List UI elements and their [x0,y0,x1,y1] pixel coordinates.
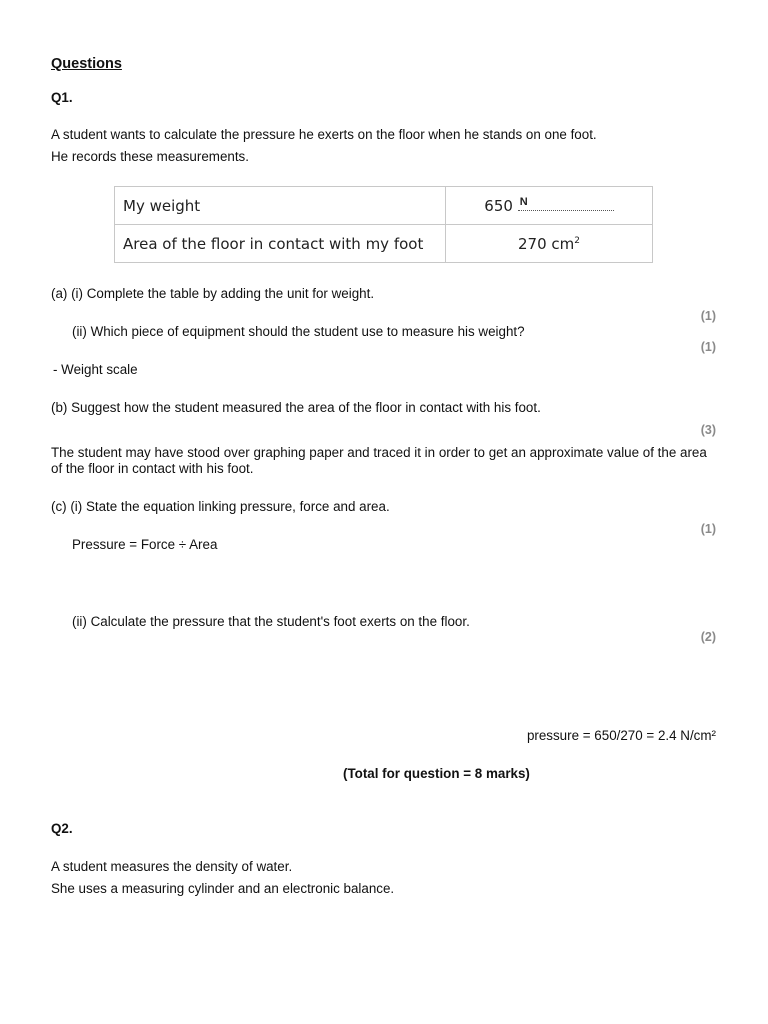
weight-value-cell [446,187,653,225]
weight-unit-answer [518,197,614,215]
question-2-line-1: A student measures the density of water. [51,859,293,874]
part-c-i-marks: (1) [700,522,716,536]
question-1-total: (Total for question = 8 marks) [343,766,530,781]
table-row [115,225,653,263]
part-c-ii-question: (ii) Calculate the pressure that the student's foot exerts on the floor. [72,614,470,629]
area-value: 270 cm [518,234,575,253]
page-heading: Questions [51,56,122,72]
question-2-line-2: She uses a measuring cylinder and an electronic balance. [51,881,395,896]
dotted-answer-line [518,195,614,211]
part-a-ii-question: (ii) Which piece of equipment should the student use to measure his weight? [72,324,525,339]
weight-value: 650 [484,196,513,215]
area-value-cell [446,225,653,263]
weight-label-cell: My weight [115,187,446,225]
part-b-question: (b) Suggest how the student measured the area of the floor in contact with his foot. [51,400,541,415]
part-c-ii-marks: (2) [700,630,716,644]
question-1-intro-line-2: He records these measurements. [51,149,249,164]
part-a-i-question: (a) (i) Complete the table by adding the unit for weight. [51,286,375,301]
question-1-intro-line-1: A student wants to calculate the pressure he exerts on the floor when he stands on one foot. [51,127,597,142]
area-unit-exponent: 2 [574,235,580,246]
table-row [115,187,653,225]
part-c-i-answer: Pressure = Force ÷ Area [72,537,218,552]
question-2-label: Q2. [51,821,73,836]
weight-unit: N [519,195,528,208]
part-b-marks: (3) [700,423,716,437]
part-a-ii-answer: - Weight scale [53,362,138,377]
measurements-table [114,186,653,263]
part-a-i-marks: (1) [700,309,716,323]
question-1-label: Q1. [51,90,73,105]
part-c-ii-answer: pressure = 650/270 = 2.4 N/cm² [526,728,716,743]
area-label-cell: Area of the floor in contact with my foot [115,225,446,263]
part-c-i-question: (c) (i) State the equation linking pressure, force and area. [51,499,390,514]
part-a-ii-marks: (1) [700,340,716,354]
part-b-answer: The student may have stood over graphing paper and traced it in order to get an approximate value of the area of the floor in contact with his foot. [51,445,707,476]
